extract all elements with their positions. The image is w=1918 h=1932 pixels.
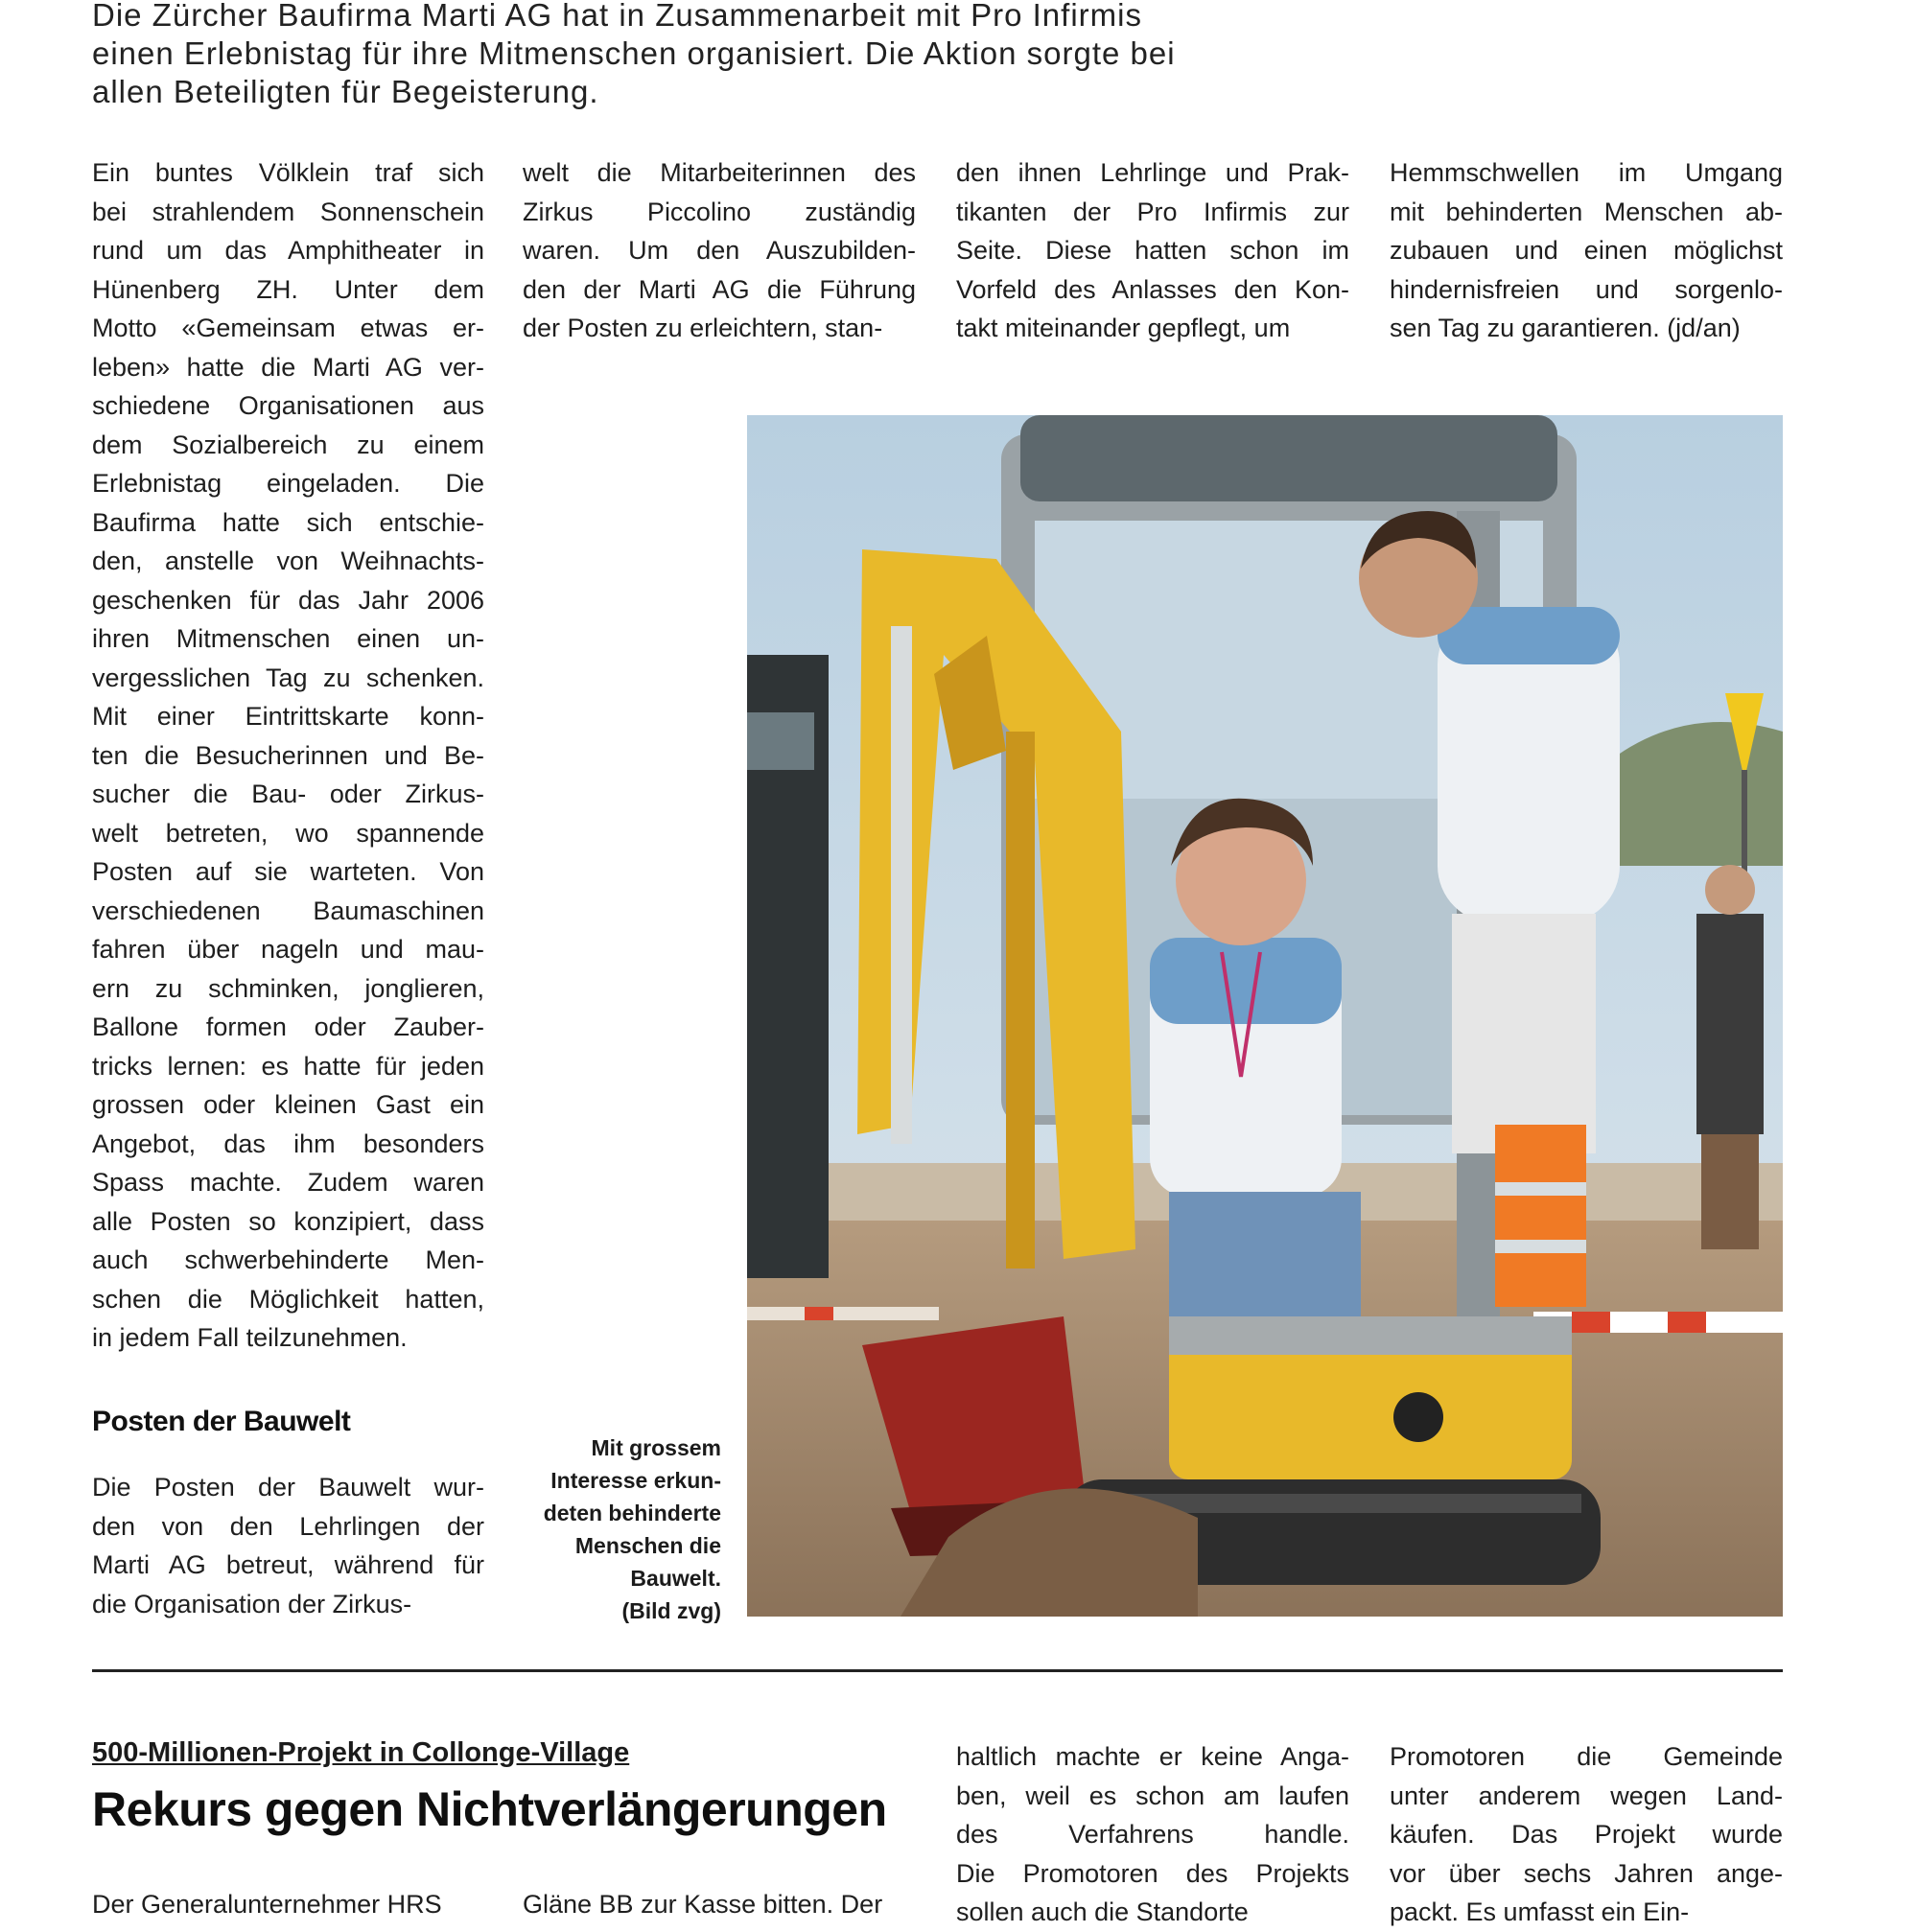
text-line: Erlebnistag eingeladen. Die — [92, 469, 484, 498]
text-line: tikanten der Pro Infirmis zur — [956, 197, 1349, 226]
text-line: takt miteinander gepflegt, um — [956, 314, 1291, 342]
text-line: schiedene Organisationen aus — [92, 391, 484, 420]
text-line: packt. Es umfasst ein Ein- — [1390, 1897, 1690, 1926]
text-line: ten die Besucherinnen und Be- — [92, 740, 484, 770]
text-line: welt die Mitarbeiterinnen des — [523, 158, 916, 187]
caption-line: Menschen die — [574, 1533, 721, 1558]
article-column-2 — [523, 153, 916, 348]
text-line: Die Promotoren des Projekts — [956, 1858, 1349, 1888]
text-line: vergesslichen Tag zu schenken. — [92, 663, 484, 692]
text-line: Spass machte. Zudem waren — [92, 1168, 484, 1197]
section-divider — [92, 1669, 1783, 1672]
text-line: Posten auf sie warteten. Von — [92, 857, 484, 886]
text-line: Hünenberg ZH. Unter dem — [92, 274, 484, 304]
caption-line: deten behinderte — [543, 1501, 721, 1525]
caption-line: (Bild zvg) — [621, 1598, 721, 1623]
text-line: der Posten zu erleichtern, stan- — [523, 314, 883, 342]
article2-column-3 — [956, 1737, 1349, 1932]
text-line: alle Posten so konzipiert, dass — [92, 1206, 484, 1236]
text-line: Ballone formen oder Zauber- — [92, 1013, 484, 1041]
text-line: Die Posten der Bauwelt wur- — [92, 1473, 484, 1501]
text-line: den ihnen Lehrlinge und Prak- — [956, 158, 1349, 187]
text-line: unter anderem wegen Land- — [1390, 1781, 1783, 1810]
article-column-4 — [1390, 153, 1783, 348]
text-line: Marti AG betreut, während für — [92, 1550, 484, 1579]
text-line: Vorfeld des Anlasses den Kon- — [956, 274, 1349, 304]
caption-line: Interesse erkun- — [550, 1468, 721, 1493]
text-line: die Organisation der Zirkus- — [92, 1589, 412, 1618]
text-line: rund um das Amphitheater in — [92, 236, 484, 265]
text-line: Motto «Gemeinsam etwas er- — [92, 314, 484, 342]
text-line: fahren über nageln und mau- — [92, 935, 484, 964]
text-line: Promotoren die Gemeinde — [1390, 1742, 1783, 1771]
text-line: ern zu schminken, jonglieren, — [92, 973, 484, 1003]
text-line: auch schwerbehinderte Men- — [92, 1245, 484, 1274]
text-line: des Verfahrens handle. — [956, 1820, 1349, 1849]
text-line: welt betreten, wo spannende — [92, 818, 484, 848]
article2-column-4 — [1390, 1737, 1783, 1932]
text-line: ihren Mitmenschen einen un- — [92, 624, 484, 653]
text-line: sucher die Bau- oder Zirkus- — [92, 780, 484, 808]
article-lead — [92, 0, 1281, 111]
article2-kicker: 500-Millionen-Projekt in Collonge-Village — [92, 1737, 630, 1768]
text-line: ben, weil es schon am laufen — [956, 1781, 1349, 1810]
text-line: käufen. Das Projekt wurde — [1390, 1820, 1783, 1849]
text-line: mit behinderten Menschen ab- — [1390, 197, 1783, 226]
text-line: schen die Möglichkeit hatten, — [92, 1284, 484, 1314]
lead-line: allen Beteiligten für Begeisterung. — [92, 74, 599, 109]
text-line: Seite. Diese hatten schon im — [956, 236, 1349, 265]
text-line: den, anstelle von Weihnachts- — [92, 547, 484, 575]
text-line: den von den Lehrlingen der — [92, 1511, 484, 1541]
text-line: Zirkus Piccolino zuständig — [523, 197, 916, 226]
article-column-1-continued — [92, 1468, 484, 1623]
text-line: den der Marti AG die Führung — [523, 274, 916, 304]
article2-column-1 — [92, 1885, 484, 1924]
text-line: Der Generalunternehmer HRS — [92, 1890, 442, 1919]
photo-caption — [499, 1432, 721, 1627]
article2-headline: Rekurs gegen Nichtverlängerungen — [92, 1782, 887, 1836]
text-line: tricks lernen: es hatte für jeden — [92, 1051, 484, 1081]
text-line: Mit einer Eintrittskarte konn- — [92, 702, 484, 731]
article-photo — [747, 415, 1783, 1617]
text-line: verschiedenen Baumaschinen — [92, 896, 484, 925]
text-line: in jedem Fall teilzunehmen. — [92, 1323, 408, 1352]
text-line: Gläne BB zur Kasse bitten. Der — [523, 1890, 883, 1919]
text-line: bei strahlendem Sonnenschein — [92, 197, 484, 226]
excavator-photo-illustration — [747, 415, 1783, 1617]
text-line: waren. Um den Auszubilden- — [523, 236, 916, 265]
text-line: geschenken für das Jahr 2006 — [92, 585, 484, 615]
text-line: zubauen und einen möglichst — [1390, 236, 1783, 265]
text-line: grossen oder kleinen Gast ein — [92, 1090, 484, 1119]
text-line: haltlich machte er keine Anga- — [956, 1742, 1349, 1771]
text-line: leben» hatte die Marti AG ver- — [92, 352, 484, 382]
lead-line: Die Zürcher Baufirma Marti AG hat in Zusammenarbeit mit Pro Infirmis — [92, 0, 1142, 33]
text-line: sen Tag zu garantieren. (jd/an) — [1390, 314, 1741, 342]
article2-column-2 — [523, 1885, 916, 1924]
caption-line: Mit grossem — [591, 1435, 721, 1460]
text-line: Baufirma hatte sich entschie- — [92, 507, 484, 537]
text-line: sollen auch die Standorte — [956, 1897, 1249, 1926]
text-line: Hemmschwellen im Umgang — [1390, 158, 1783, 187]
text-line: Ein buntes Völklein traf sich — [92, 158, 484, 187]
section-subhead: Posten der Bauwelt — [92, 1406, 351, 1437]
caption-line: Bauwelt. — [630, 1566, 721, 1591]
text-line: hindernisfreien und sorgenlo- — [1390, 274, 1783, 304]
text-line: vor über sechs Jahren ange- — [1390, 1858, 1783, 1888]
article-column-1 — [92, 153, 484, 1358]
article-column-3 — [956, 153, 1349, 348]
text-line: dem Sozialbereich zu einem — [92, 430, 484, 459]
lead-line: einen Erlebnistag für ihre Mitmenschen organisiert. Die Aktion sorgte bei — [92, 35, 1176, 71]
text-line: Angebot, das ihm besonders — [92, 1129, 484, 1158]
